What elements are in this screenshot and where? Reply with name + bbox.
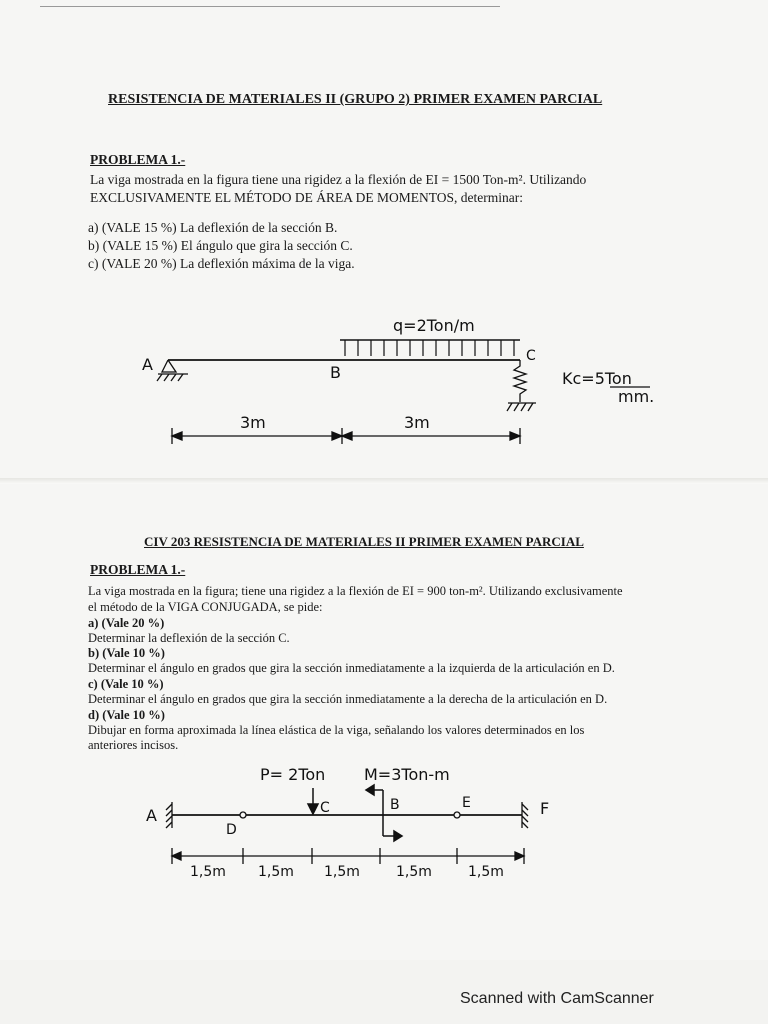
spring-unit: mm. (618, 387, 655, 406)
fixed-support-a (166, 802, 172, 828)
hinge-e (454, 812, 460, 818)
label-b: B (330, 363, 341, 382)
dim-1: 1,5m (190, 864, 226, 880)
exam2-a-text: Determinar la deflexión de la sección C. (88, 631, 290, 645)
dim-bc: 3m (404, 413, 430, 432)
label-b2: B (390, 797, 400, 813)
moment-symbol (366, 785, 402, 841)
label-c: C (526, 348, 536, 364)
dim-4: 1,5m (396, 864, 432, 880)
exam2-problem-heading: PROBLEMA 1.- (90, 562, 186, 577)
dimension-line-2 (172, 848, 524, 864)
exam2-c-text: Determinar el ángulo en grados que gira la sección inmediatamente a la derecha de la articulación en D. (88, 692, 608, 706)
fixed-support-f (522, 802, 528, 828)
exam1-item-c: c) (VALE 20 %) La deflexión máxima de la viga. (88, 256, 355, 271)
exam2-intro-line2: el método de la VIGA CONJUGADA, se pide: (88, 600, 323, 614)
exam2-title: CIV 203 RESISTENCIA DE MATERIALES II PRIMER EXAMEN PARCIAL (144, 534, 584, 549)
exam1-title: RESISTENCIA DE MATERIALES II (GRUPO 2) PRIMER EXAMEN PARCIAL (108, 92, 603, 107)
exam2-c-head: c) (Vale 10 %) (88, 677, 164, 691)
dim-ab: 3m (240, 413, 266, 432)
exam1-problem-heading: PROBLEMA 1.- (90, 152, 186, 167)
label-c2: C (320, 800, 330, 816)
dim-2: 1,5m (258, 864, 294, 880)
point-load-arrow (308, 788, 318, 814)
distributed-load-label: q=2Ton/m (393, 316, 475, 335)
moment-label: M=3Ton-m (364, 765, 450, 784)
dim-3: 1,5m (324, 864, 360, 880)
label-d: D (226, 822, 237, 838)
exam2-d-head: d) (Vale 10 %) (88, 708, 165, 722)
exam2-intro-line1: La viga mostrada en la figura; tiene una rigidez a la flexión de EI = 900 ton-m². Utilizando exclusivamente (88, 584, 623, 598)
exam1-item-b: b) (VALE 15 %) El ángulo que gira la sección C. (88, 238, 353, 253)
spring-constant: Kc=5Ton (562, 369, 632, 388)
label-a2: A (146, 806, 157, 825)
scanner-watermark: Scanned with CamScanner (460, 990, 654, 1007)
exam2-b-text: Determinar el ángulo en grados que gira la sección inmediatamente a la izquierda de la articulación en D. (88, 661, 615, 675)
point-load-label: P= 2Ton (260, 765, 326, 784)
label-f: F (540, 799, 550, 818)
label-a: A (142, 355, 153, 374)
exam2-b-head: b) (Vale 10 %) (88, 646, 165, 660)
exam1-intro-line2: EXCLUSIVAMENTE EL MÉTODO DE ÁREA DE MOMENTOS, determinar: (90, 190, 523, 205)
exam2-d-text1: Dibujar en forma aproximada la línea elástica de la viga, señalando los valores determinados en los (88, 723, 585, 737)
label-e: E (462, 795, 471, 811)
exam1-intro-line1: La viga mostrada en la figura tiene una rigidez a la flexión de EI = 1500 Ton-m². Utilizando (90, 172, 587, 187)
hinge-d (240, 812, 246, 818)
exam2-d-text2: anteriores incisos. (88, 738, 179, 752)
exam1-item-a: a) (VALE 15 %) La deflexión de la sección B. (88, 220, 338, 235)
exam2-a-head: a) (Vale 20 %) (88, 616, 165, 630)
dim-5: 1,5m (468, 864, 504, 880)
